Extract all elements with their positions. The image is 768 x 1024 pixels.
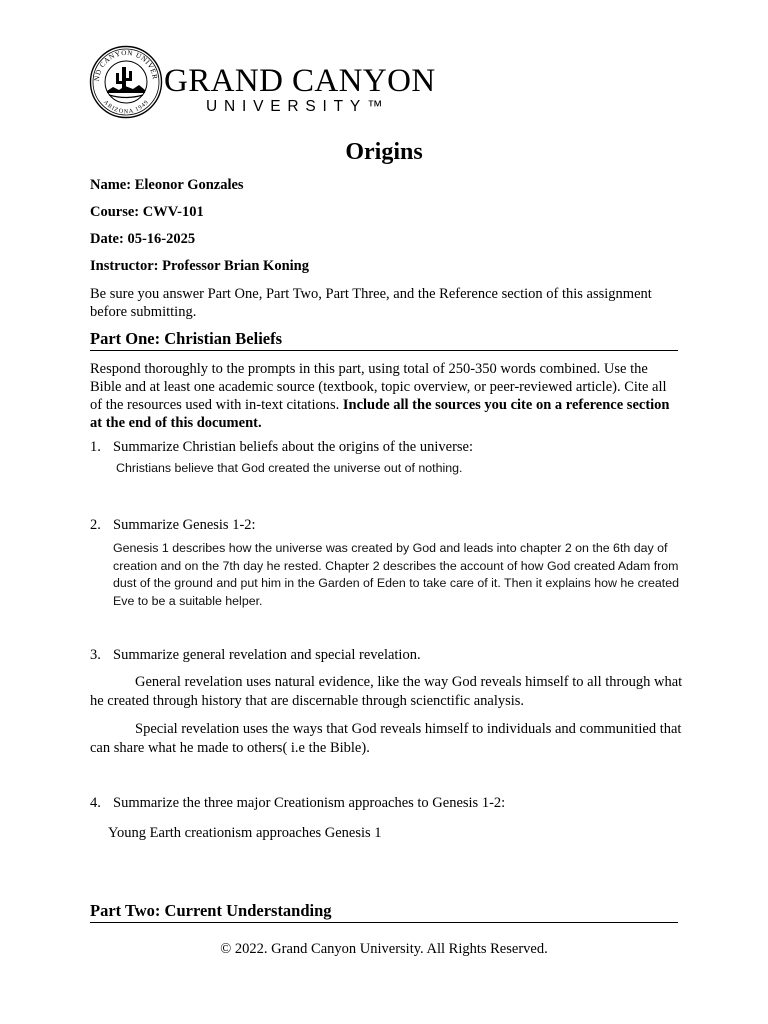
student-name: Name: Eleonor Gonzales [90,177,244,193]
question-3-prompt: Summarize general revelation and special revelation. [113,647,421,663]
question-2-prompt: Summarize Genesis 1-2: [113,517,256,533]
instructor: Instructor: Professor Brian Koning [90,258,309,274]
question-4-answer: Young Earth creationism approaches Genesis 1 [108,825,382,841]
seal-top-text: ND CANYON UNIVER [92,48,159,82]
question-3-answer-general: General revelation uses natural evidence, like the way God reveals himself to all through what he created through history that are discernable through scienctific analysis. [90,674,683,709]
instructions-bold-text: Include all the sources you cite on a reference section at the end of this document. [90,397,670,431]
question-3-answer-special: Special revelation uses the ways that God reveals himself to individuals and communitied that can share what he made to others( i.e the Bible). [90,721,682,756]
intro-line-2: before submitting. [90,304,197,320]
intro-paragraph [90,285,690,321]
date: Date: 05-16-2025 [90,231,196,247]
question-2-number: 2. [90,517,101,533]
question-1-number: 1. [90,439,101,455]
question-4-number: 4. [90,795,101,811]
question-1-answer: Christians believe that God created the universe out of nothing. [116,461,463,475]
part-one-instructions [90,360,680,432]
logo-wordmark-line2: UNIVERSITY™ [206,98,390,115]
page-title: Origins [345,139,423,165]
seal-bottom-text: ARIZONA 1949 [102,99,151,116]
question-4-prompt: Summarize the three major Creationism approaches to Genesis 1-2: [113,795,506,811]
question-2-answer: Genesis 1 describes how the universe was created by God and leads into chapter 2 on the 6th day of creation and on the 7th day he rested. Chapter 2 describes the account of how God created Adam from dust of the ground and put him in the Garden of Eden to take care of it. Then it explains how he created Eve to be a suitable helper. [113,541,679,608]
part-one-heading: Part One: Christian Beliefs [90,329,678,351]
copyright-footer: © 2022. Grand Canyon University. All Rights Reserved. [220,941,548,957]
intro-line-1: Be sure you answer Part One, Part Two, Part Three, and the Reference section of this assignment [90,286,652,302]
logo-wordmark-line1: GRAND CANYON [164,63,436,99]
part-two-heading: Part Two: Current Understanding [90,901,678,923]
question-3-number: 3. [90,647,101,663]
university-seal-logo [89,45,163,119]
question-1-prompt: Summarize Christian beliefs about the origins of the universe: [113,439,474,455]
instructions-text: Respond thoroughly to the prompts in this part, using total of 250-350 words combined. Use the Bible and at least one academic source (textbook, topic overview, or peer-reviewed article). Cite all of the resources used with in-text citations. [90,361,667,413]
course: Course: CWV-101 [90,204,204,220]
